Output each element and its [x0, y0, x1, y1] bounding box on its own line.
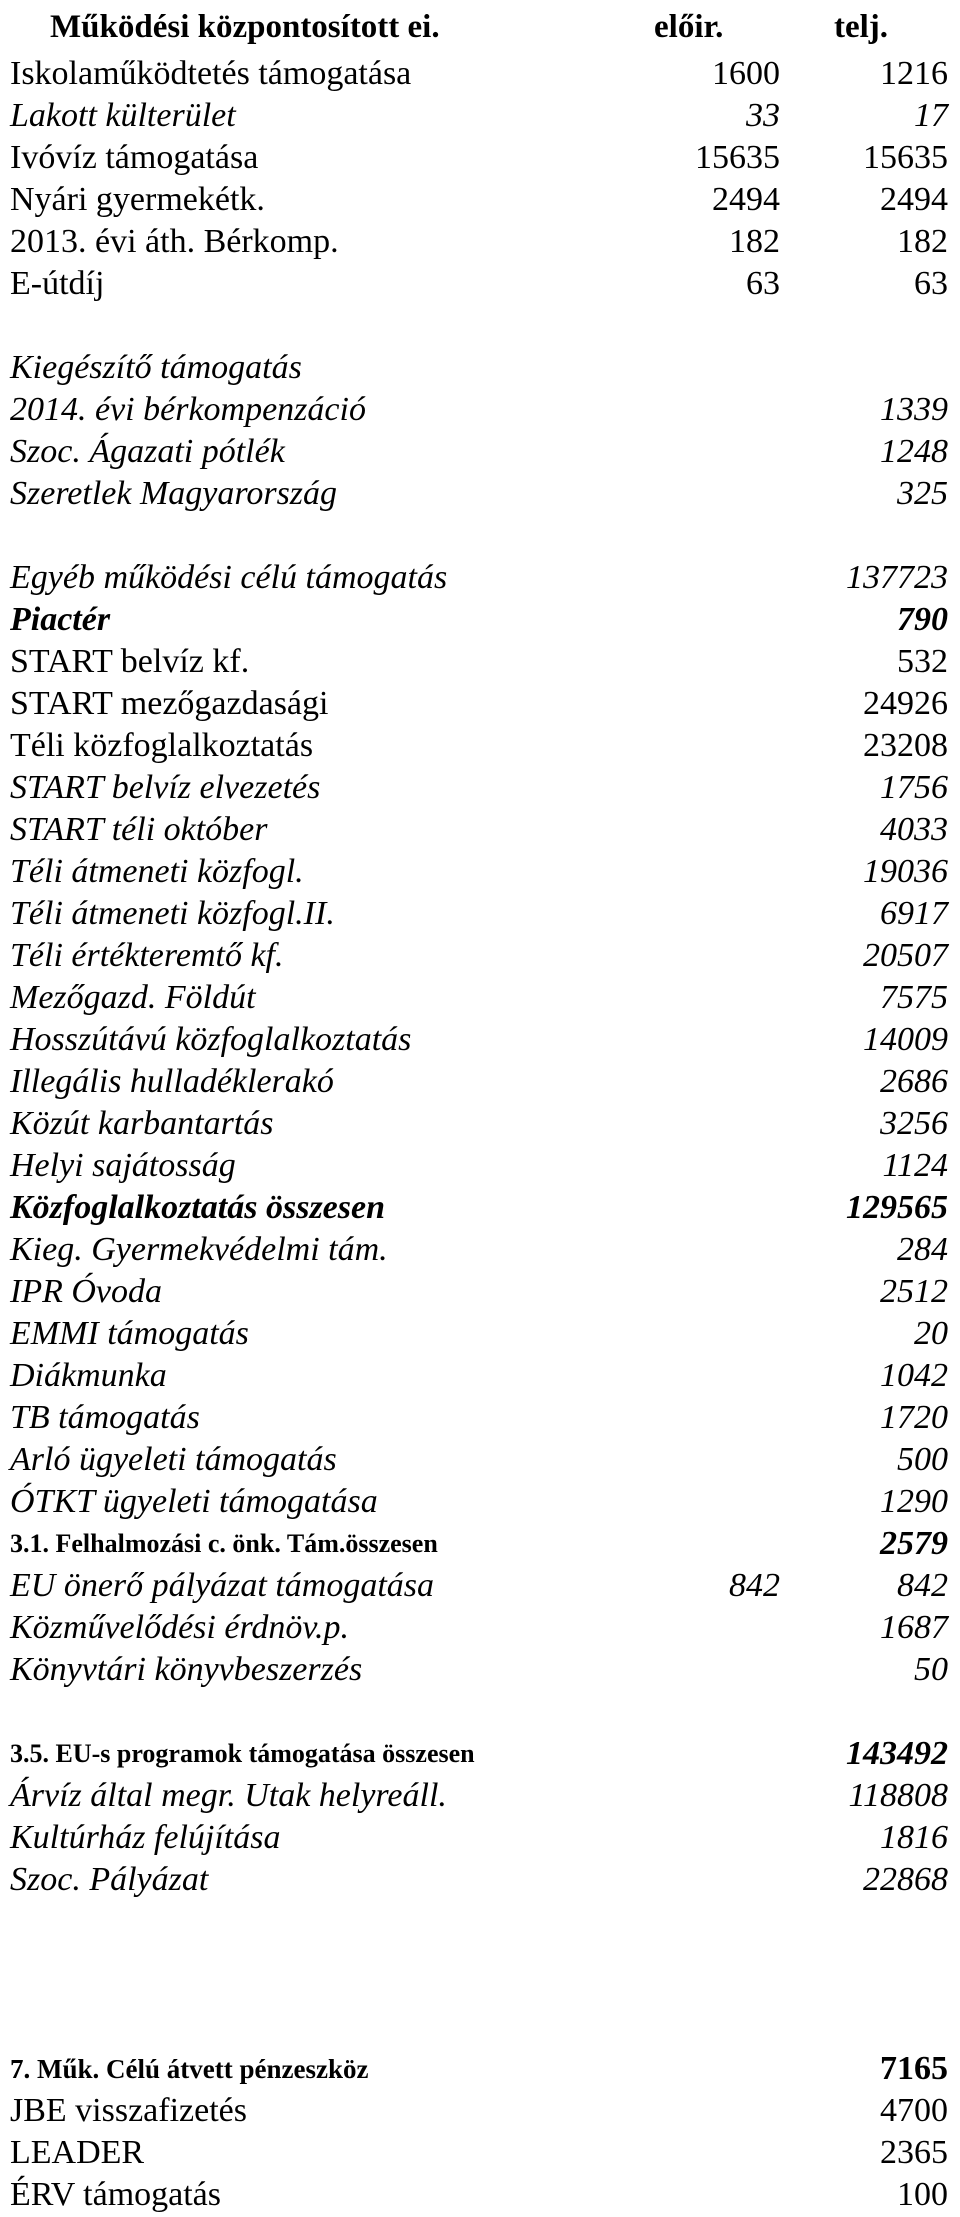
row-label: START belvíz kf. [10, 643, 250, 680]
header-label: Működési központosított ei. [50, 9, 440, 45]
row-label: EU önerő pályázat támogatása [10, 1567, 435, 1604]
table-row [0, 95, 960, 137]
row-label: Szoc. Pályázat [10, 1861, 209, 1898]
table-row [0, 2048, 960, 2090]
row-label: Téli közfoglalkoztatás [10, 727, 314, 764]
row-telj: 1042 [880, 1357, 948, 1394]
table-row [0, 431, 960, 473]
row-telj: 3256 [880, 1105, 948, 1142]
row-label: Kiegészítő támogatás [10, 349, 302, 386]
table-row [0, 599, 960, 641]
table-row [0, 893, 960, 935]
row-telj: 2512 [880, 1273, 948, 1310]
row-telj: 4700 [880, 2092, 948, 2129]
row-telj: 790 [897, 601, 948, 638]
row-telj: 1720 [880, 1399, 948, 1436]
row-telj: 500 [897, 1441, 948, 1478]
table-row [0, 1145, 960, 1187]
row-label: Közművelődési érdnöv.p. [10, 1609, 349, 1646]
table-row [0, 1775, 960, 1817]
row-label: JBE visszafizetés [10, 2092, 247, 2129]
row-label: Árvíz által megr. Utak helyreáll. [10, 1777, 447, 1814]
table-row [0, 851, 960, 893]
row-label: Szeretlek Magyarország [10, 475, 338, 512]
row-telj: 7575 [880, 979, 948, 1016]
table-row [0, 1565, 960, 1607]
table-row [0, 1817, 960, 1859]
table-row [0, 683, 960, 725]
row-label: Piactér [10, 601, 111, 638]
row-eloir: 2494 [712, 181, 780, 218]
row-telj: 2494 [880, 181, 948, 218]
row-label: Közút karbantartás [10, 1105, 274, 1142]
row-telj: 24926 [863, 685, 948, 722]
row-telj: 22868 [863, 1861, 948, 1898]
row-label: Kultúrház felújítása [10, 1819, 281, 1856]
row-label: Egyéb működési célú támogatás [10, 559, 448, 596]
row-label: Diákmunka [10, 1357, 167, 1394]
row-telj: 100 [897, 2176, 948, 2213]
table-row [0, 1271, 960, 1313]
table-row [0, 1187, 960, 1229]
table-row [0, 137, 960, 179]
row-telj: 532 [897, 643, 948, 680]
row-telj: 7165 [880, 2050, 948, 2087]
table-row [0, 977, 960, 1019]
table-row [0, 389, 960, 431]
row-telj: 2686 [880, 1063, 948, 1100]
row-label: Hosszútávú közfoglalkoztatás [10, 1021, 412, 1058]
table-row [0, 221, 960, 263]
table-row [0, 1103, 960, 1145]
row-telj: 137723 [846, 559, 948, 596]
table-row [0, 263, 960, 305]
row-label: Lakott külterület [10, 97, 236, 134]
table-row [0, 1649, 960, 1691]
table-row [0, 2132, 960, 2174]
row-label: Nyári gyermekétk. [10, 181, 265, 218]
row-label: Szoc. Ágazati pótlék [10, 433, 285, 470]
row-eloir: 842 [729, 1567, 780, 1604]
row-label: Téli értékteremtő kf. [10, 937, 284, 974]
table-row [0, 2090, 960, 2132]
table-row [0, 179, 960, 221]
row-telj: 1339 [880, 391, 948, 428]
row-telj: 842 [897, 1567, 948, 1604]
table-row [0, 557, 960, 599]
row-telj: 1124 [882, 1147, 948, 1184]
table-row [0, 1355, 960, 1397]
row-label: START téli október [10, 811, 268, 848]
row-telj: 2579 [880, 1525, 948, 1562]
row-telj: 1290 [880, 1483, 948, 1520]
row-telj: 15635 [863, 139, 948, 176]
row-label: E-útdíj [10, 265, 105, 302]
row-telj: 118808 [848, 1777, 948, 1814]
row-label: Ivóvíz támogatása [10, 139, 259, 176]
row-telj: 20 [914, 1315, 948, 1352]
row-telj: 17 [914, 97, 948, 134]
table-row [0, 2174, 960, 2216]
table-row [0, 1439, 960, 1481]
table-row [0, 473, 960, 515]
header-eloir: előir. [654, 9, 724, 45]
row-eloir: 15635 [695, 139, 780, 176]
row-eloir: 1600 [712, 55, 780, 92]
row-telj: 182 [897, 223, 948, 260]
table-row [0, 809, 960, 851]
table-row [0, 1733, 960, 1775]
row-label: 2014. évi bérkompenzáció [10, 391, 366, 428]
row-telj: 1756 [880, 769, 948, 806]
row-label: 2013. évi áth. Bérkomp. [10, 223, 339, 260]
row-telj: 284 [897, 1231, 948, 1268]
row-telj: 1687 [880, 1609, 948, 1646]
table-row [0, 1313, 960, 1355]
row-label: Téli átmeneti közfogl. [10, 853, 304, 890]
row-label: 3.1. Felhalmozási c. önk. Tám.összesen [10, 1529, 438, 1558]
row-label: LEADER [10, 2134, 145, 2171]
row-eloir: 182 [729, 223, 780, 260]
row-telj: 1816 [880, 1819, 948, 1856]
table-row [0, 935, 960, 977]
table-row [0, 641, 960, 683]
table-row [0, 1019, 960, 1061]
row-telj: 143492 [846, 1735, 948, 1772]
row-label: 7. Műk. Célú átvett pénzeszköz [10, 2054, 369, 2084]
table-row [0, 1397, 960, 1439]
table-row [0, 1523, 960, 1565]
row-label: Mezőgazd. Földút [10, 979, 256, 1016]
table-row [0, 767, 960, 809]
table-header [0, 6, 960, 48]
row-telj: 20507 [863, 937, 948, 974]
row-label: 3.5. EU-s programok támogatása összesen [10, 1739, 475, 1768]
row-telj: 325 [897, 475, 948, 512]
row-telj: 23208 [863, 727, 948, 764]
row-eloir: 33 [746, 97, 780, 134]
table-row [0, 1607, 960, 1649]
row-label: ÓTKT ügyeleti támogatása [10, 1483, 378, 1520]
table-row [0, 725, 960, 767]
row-label: START mezőgazdasági [10, 685, 329, 722]
row-label: Illegális hulladéklerakó [10, 1063, 334, 1100]
row-telj: 19036 [863, 853, 948, 890]
row-telj: 63 [914, 265, 948, 302]
row-telj: 14009 [863, 1021, 948, 1058]
row-eloir: 63 [746, 265, 780, 302]
row-label: Helyi sajátosság [10, 1147, 236, 1184]
row-label: EMMI támogatás [10, 1315, 249, 1352]
row-label: Kieg. Gyermekvédelmi tám. [10, 1231, 388, 1268]
row-label: Téli átmeneti közfogl.II. [10, 895, 335, 932]
row-telj: 4033 [880, 811, 948, 848]
row-label: Közfoglalkoztatás összesen [10, 1189, 385, 1226]
table-row [0, 347, 960, 389]
row-telj: 1216 [880, 55, 948, 92]
row-label: Iskolaműködtetés támogatása [10, 55, 412, 92]
header-telj: telj. [834, 9, 889, 45]
row-label: TB támogatás [10, 1399, 200, 1436]
table-row [0, 1061, 960, 1103]
row-telj: 50 [914, 1651, 948, 1688]
row-label: START belvíz elvezetés [10, 769, 321, 806]
row-telj: 129565 [846, 1189, 948, 1226]
row-telj: 2365 [880, 2134, 948, 2171]
row-label: IPR Óvoda [10, 1273, 163, 1310]
table-row [0, 1859, 960, 1901]
row-telj: 6917 [880, 895, 948, 932]
table-row [0, 53, 960, 95]
table-row [0, 1229, 960, 1271]
row-label: Könyvtári könyvbeszerzés [10, 1651, 363, 1688]
row-telj: 1248 [880, 433, 948, 470]
row-label: ÉRV támogatás [10, 2176, 222, 2213]
table-row [0, 1481, 960, 1523]
row-label: Arló ügyeleti támogatás [10, 1441, 337, 1478]
